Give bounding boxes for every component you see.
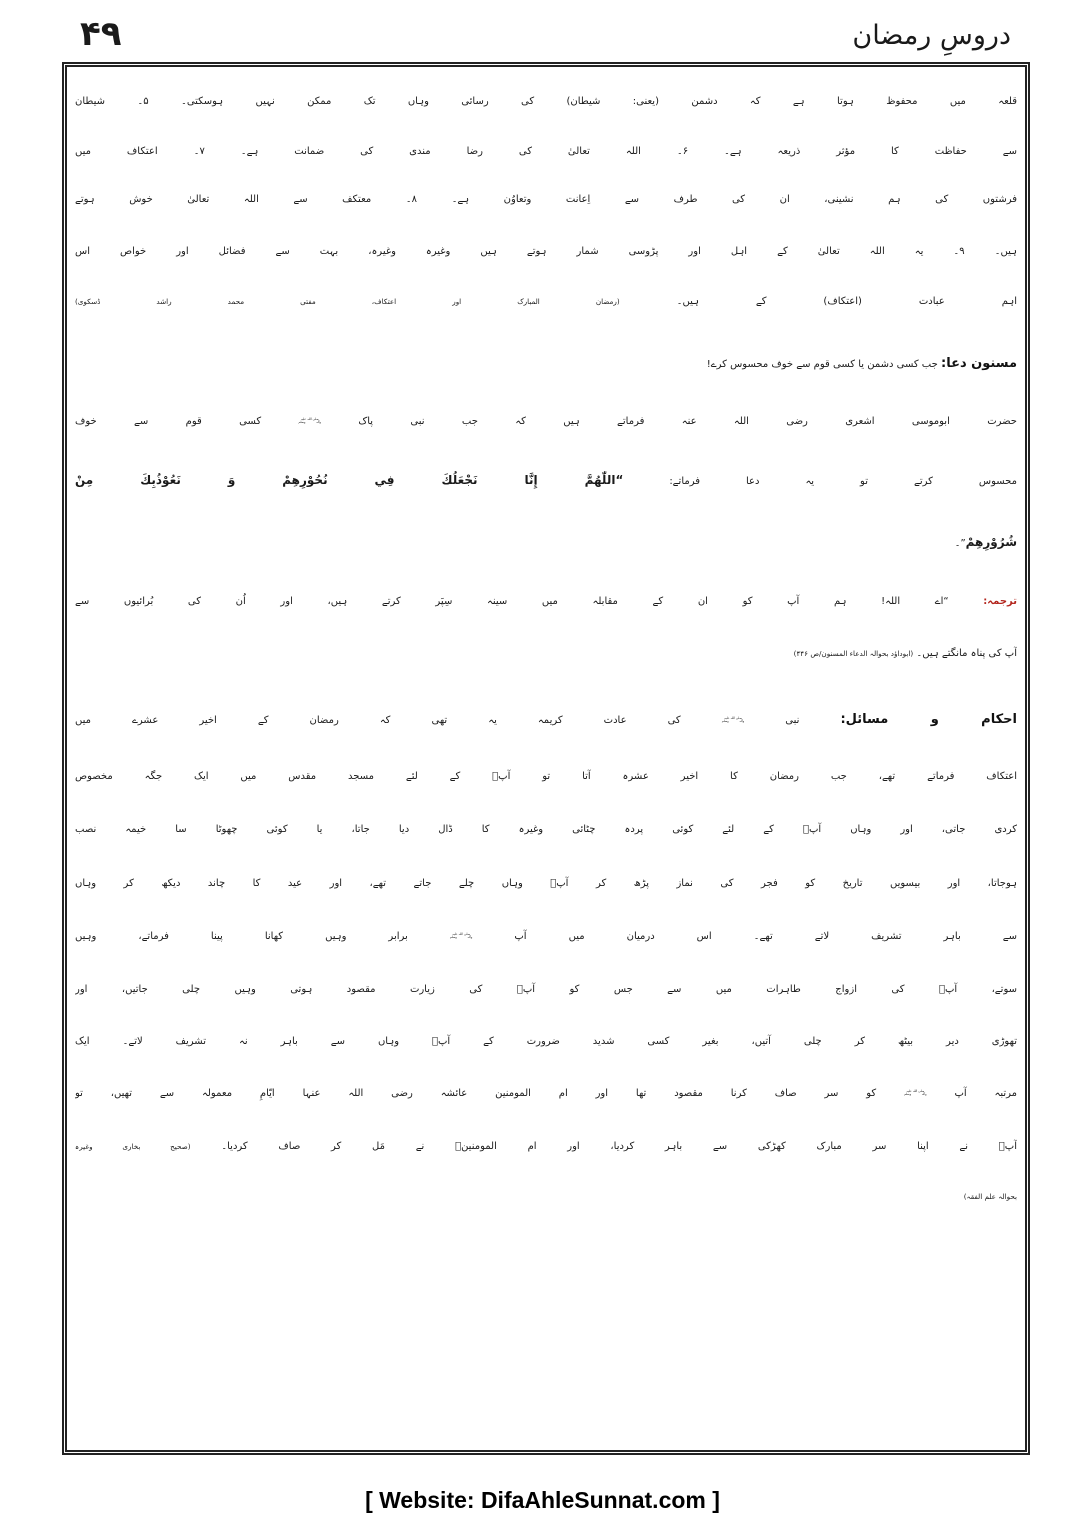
intro-line-2: سے حفاظت کا مؤثر ذریعہ ہے۔ ۶۔ اللہ تعالیٰ کی رضا مندی کی ضمانت ہے۔ ۷۔ اعتکاف میں [75,146,1017,157]
salutation-mark: صلی اللہ علیہ وآلہ وسلم [904,1088,927,1096]
intro-line-3: فرشتوں کی ہم نشینی، ان کی طرف سے اِعانت وتعاوُن ہے۔ ۸۔ معتکف سے اللہ تعالیٰ خوش ہوتے [75,194,1017,205]
dua-line-1 [75,397,1017,447]
ahkam-line-3: کردی جاتی، اور وہاں آپؐ کے لئے کوئی پردہ چٹائی وغیرہ کا ڈال دیا جاتا، یا کوئی چھوٹا سا خیمہ نصب [75,824,1017,835]
ahkam-line-1-text-a: نبی [785,715,800,726]
section-heading-ahkam-o-masail: احکام و مسائل: [840,712,1017,727]
translation-label: ترجمہ: [983,596,1017,607]
ahkam-line-5-text-a: سے باہر تشریف لاتے تھے۔ اس درمیان میں آپ [514,931,1017,942]
ahkam-line-8-text-b: کو سر صاف کرنا مقصود تھا اور ام المومنین عائشہ رضی اللہ عنہا ایّامِ معمولہ سے تھیں، تو [75,1088,877,1099]
ahkam-line-7: تھوڑی دیر بیٹھ کر چلی آتیں، بغیر کسی شدید ضرورت کے آپؐ وہاں سے باہر نہ تشریف لاتے۔ ایک [75,1036,1017,1047]
dua-line-1-text-b: کسی قوم سے خوف [75,416,262,427]
ahkam-line-4: ہوجاتا، اور بیسویں تاریخ کو فجر کی نماز پڑھ کر آپؐ وہاں چلے جاتے تھے، اور عید کا چاند دیکھ کر وہاں [75,878,1017,889]
section-heading-masnoon-dua: مسنون دعا: [941,356,1017,371]
translation-text-1: “اے اللہ! ہم آپ کو ان کے مقابلہ میں سینہ سِپَر کرتے ہیں، اور اُن کی بُرائیوں سے [75,596,949,607]
ahkam-citation-start: (صحیح بخاری وغیرہ [75,1142,191,1151]
dua-line-2-text: محسوس کرتے تو یہ دعا فرماتے: [669,476,1017,487]
page-number: ۴۹ [80,14,122,54]
ahkam-line-5 [75,912,1017,962]
salutation-mark: صلی اللہ علیہ وآلہ وسلم [721,715,745,723]
dua-citation: (ابوداؤد بحوالہ الدعاء المسنون/ص ۴۴۶) [793,649,914,658]
translation-line-1 [75,577,1017,627]
ahkam-line-9-text: آپؐ نے اپنا سر مبارک کھڑکی سے باہر کردیا، اور ام المومنینؓ نے مَل کر صاف کردیا۔ [221,1141,1017,1152]
arabic-dua-text-end: شُرُوْرِهِمْ [965,535,1017,549]
ahkam-line-6: سوتے، آپؐ کی ازواج طاہرات میں سے جس کو آپؐ کی زیارت مقصود ہوتی وہیں چلی جاتیں، اور [75,984,1017,995]
translation-text-2: آپ کی پناہ مانگتے ہیں۔ [916,648,1017,659]
dua-subheading: جب کسی دشمن یا کسی قوم سے خوف محسوس کرے! [706,359,938,370]
text-frame [62,62,1030,1455]
intro-line-5 [75,277,1017,327]
intro-line-4: ہیں۔ ۹۔ یہ اللہ تعالیٰ کے اہل اور پڑوسی شمار ہوتے ہیں وغیرہ وغیرہ، بہت سے فضائل اور خواص اس [75,246,1017,257]
running-header-title: دروسِ رمضان [852,20,1011,51]
ahkam-citation-end: بحوالہ علم الفقہ) [963,1192,1017,1201]
dua-heading-line [75,335,1017,393]
ahkam-line-5-text-b: برابر وہیں کھانا پینا فرماتے، وہیں [75,931,408,942]
ahkam-line-8-text-a: مرتبہ آپ [954,1088,1017,1099]
dua-line-2 [75,451,1017,509]
ahkam-line-8 [75,1069,1017,1119]
ahkam-line-10 [75,1172,1017,1222]
intro-line-1: قلعہ میں محفوظ ہوتا ہے کہ دشمن (یعنی: شیطان) کی رسائی وہاں تک ممکن نہیں ہوسکتی۔ ۵۔ شیطان [75,96,1017,107]
ahkam-heading-line [75,691,1017,749]
website-footer: [ Website: DifaAhleSunnat.com ] [365,1487,720,1513]
dua-line-3 [75,513,1017,571]
dua-line-1-text-a: حضرت ابوموسی اشعری رضی اللہ عنہ فرماتے ہیں کہ جب نبی پاک [358,416,1017,427]
arabic-dua-text: “اللّٰهُمَّ إِنَّا نَجْعَلُكَ فِي نُحُوْرِهِمْ وَ نَعُوْذُبِكَ مِنْ [75,473,624,487]
intro-line-5-text: اہم عبادت (اعتکاف) کے ہیں۔ [676,296,1017,307]
salutation-mark: صلی اللہ علیہ وآلہ وسلم [298,416,321,424]
ahkam-line-1-text-b: کی عادت کریمہ یہ تھی کہ رمضان کے اخیر عشرے میں [75,715,681,726]
salutation-mark: صلی اللہ علیہ وآلہ وسلم [449,931,473,939]
ahkam-line-9 [75,1122,1017,1172]
arabic-dua-closing: ”۔ [954,538,966,549]
translation-line-2 [75,629,1017,679]
ahkam-line-2: اعتکاف فرماتے تھے، جب رمضان کا اخیر عشرہ آتا تو آپؐ کے لئے مسجد مقدس میں ایک جگہ مخصوص [75,771,1017,782]
intro-citation: (رمضان المبارک اور اعتکاف، مفتی محمد راشد ڈسکوی) [75,297,620,306]
